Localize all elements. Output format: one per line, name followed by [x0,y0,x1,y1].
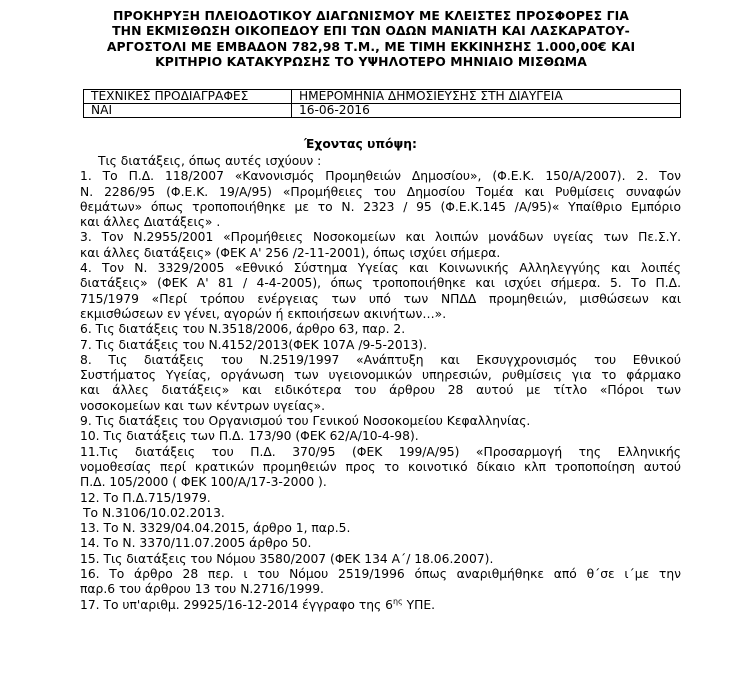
cell-technical-specs: ΝΑΙ [84,104,292,118]
provision-line: και άλλες διατάξεις» και ειδικότερα του άρθρου 28 αυτού με τίτλο «Πόροι των [80,383,681,398]
provision-line: παρ.6 του άρθρου 13 του Ν.2716/1999. [80,582,324,597]
provision-line: νομοθεσίας περί κρατικών προμηθειών προς το κοινοτικό δίκαιο κλπ τροποποίηση αυτού [80,459,681,474]
header-publication-date: ΗΜΕΡΟΜΗΝΙΑ ΔΗΜΟΣΙΕΥΣΗΣ ΣΤΗ ΔΙΑΥΓΕΙΑ [292,90,681,104]
provision-line: διατάξεις» (ΦΕΚ Α' 81 / 4-4-2005), όπως τροποποιήθηκε και ισχύει σήμερα. 5. Το Π.Δ. [80,276,681,291]
provision-line: 4. Τον Ν. 3329/2005 «Εθνικό Σύστημα Υγείας και Κοινωνικής Αλληλεγγύης και λοιπές [80,261,681,276]
intro-line: Τις διατάξεις, όπως αυτές ισχύουν : [98,154,322,168]
section-heading: Έχοντας υπόψη: [304,137,417,151]
provision-line: 13. Το Ν. 3329/04.04.2015, άρθρο 1, παρ.5. [80,521,351,536]
provision-line: και άλλες διατάξεις» (ΦΕΚ Α' 256 /2-11-2001), όπως ισχύει σήμερα. [80,245,501,260]
provision-line: 10. Τις διατάξεις των Π.Δ. 173/90 (ΦΕΚ 62/Α/10-4-98). [80,429,419,444]
header-technical-specs: ΤΕΧΝΙΚΕΣ ΠΡΟΔΙΑΓΡΑΦΕΣ [84,90,292,104]
provision-line: 6. Τις διατάξεις του Ν.3518/2006, άρθρο 63, παρ. 2. [80,322,406,337]
provision-line: νοσοκομείων και των κέντρων υγείας». [80,398,326,413]
title-line: ΤΗΝ ΕΚΜΙΣΘΩΣΗ ΟΙΚΟΠΕΔΟΥ ΕΠΙ ΤΩΝ ΟΔΩΝ ΜΑΝΙΑΤΗ ΚΑΙ ΛΑΣΚΑΡΑΤΟΥ- [112,23,630,39]
provision-line: 12. Το Π.Δ.715/1979. [80,490,211,505]
provision-line: 8. Τις διατάξεις του Ν.2519/1997 «Ανάπτυξη και Εκσυγχρονισμός του Εθνικού [80,352,681,367]
document-title [60,8,682,69]
provision-line: Συστήματος Υγείας, οργάνωση των υγειονομικών υπηρεσιών, ρυθμίσεις για το φάρμακο [80,368,681,383]
info-table [83,89,681,118]
last-line-text: 17. Το υπ'αριθμ. 29925/16-12-2014 έγγραφο της 6 [80,597,393,612]
table-header-row [84,90,681,104]
last-line-suffix: ΥΠΕ. [402,597,436,612]
provision-line: 14. Το Ν. 3370/11.07.2005 άρθρο 50. [80,536,312,551]
provision-line: και άλλες Διατάξεις» . [80,215,221,230]
table-row [84,104,681,118]
provision-line: 7. Τις διατάξεις του Ν.4152/2013(ΦΕΚ 107Α /9-5-2013). [80,337,427,352]
provision-line: 15. Τις διατάξεις του Νόμου 3580/2007 (ΦΕΚ 134 Α΄/ 18.06.2007). [80,551,494,566]
provision-line: Ν. 2286/95 (Φ.Ε.Κ. 19/Α/95) «Προμήθειες του Δημοσίου Τομέα και Ρυθμίσεις συναφών [80,184,681,199]
title-line: ΑΡΓΟΣΤΟΛΙ ΜΕ ΕΜΒΑΔΟΝ 782,98 Τ.Μ., ΜΕ ΤΙΜΗ ΕΚΚΙΝΗΣΗΣ 1.000,00€ ΚΑΙ [106,38,636,54]
ordinal-superscript: ης [392,596,403,606]
title-line: ΚΡΙΤΗΡΙΟ ΚΑΤΑΚΥΡΩΣΗΣ ΤΟ ΥΨΗΛΟΤΕΡΟ ΜΗΝΙΑΙΟ ΜΙΣΘΩΜΑ [155,53,587,69]
provision-line: 1. Το Π.Δ. 118/2007 «Κανονισμός Προμηθειών Δημοσίου», (Φ.Ε.Κ. 150/Α/2007). 2. Τον [80,169,681,184]
provision-line: θεμάτων» όπως τροποποιήθηκε με το Ν. 2323 / 95 (Φ.Ε.Κ.145 /Α/95)« Υπαίθριο Εμπόριο [80,199,681,214]
provision-line: 9. Τις διατάξεις του Οργανισμού του Γενικού Νοσοκομείου Κεφαλληνίας. [80,414,531,429]
provision-line: Το Ν.3106/10.02.2013. [83,505,225,520]
provision-line: 3. Τον Ν.2955/2001 «Προμήθειες Νοσοκομείων και λοιπών μονάδων υγείας των Πε.Σ.Υ. [80,230,681,245]
provision-line-last [80,598,681,613]
provision-line: εκμισθώσεων εν γένει, αγορών ή εκποιήσεων ακινήτων…». [80,306,447,321]
cell-publication-date: 16-06-2016 [292,104,681,118]
provisions-list [80,154,681,613]
title-line: ΠΡΟΚΗΡΥΞΗ ΠΛΕΙΟΔΟΤΙΚΟΥ ΔΙΑΓΩΝΙΣΜΟΥ ΜΕ ΚΛΕΙΣΤΕΣ ΠΡΟΣΦΟΡΕΣ ΓΙΑ [113,8,629,23]
provision-line: 16. Το άρθρο 28 περ. ι του Νόμου 2519/1996 όπως αναριθμήθηκε από θ΄σε ι΄με την [80,567,681,582]
provision-line: Π.Δ. 105/2000 ( ΦΕΚ 100/Α/17-3-2000 ). [80,475,327,490]
provision-line: 715/1979 «Περί τρόπου ενέργειας των υπό των ΝΠΔΔ προμηθειών, μισθώσεων και [80,291,681,306]
provision-line: 11.Τις διατάξεις του Π.Δ. 370/95 (ΦΕΚ 199/Α/95) «Προσαρμογή της Ελληνικής [80,444,681,459]
